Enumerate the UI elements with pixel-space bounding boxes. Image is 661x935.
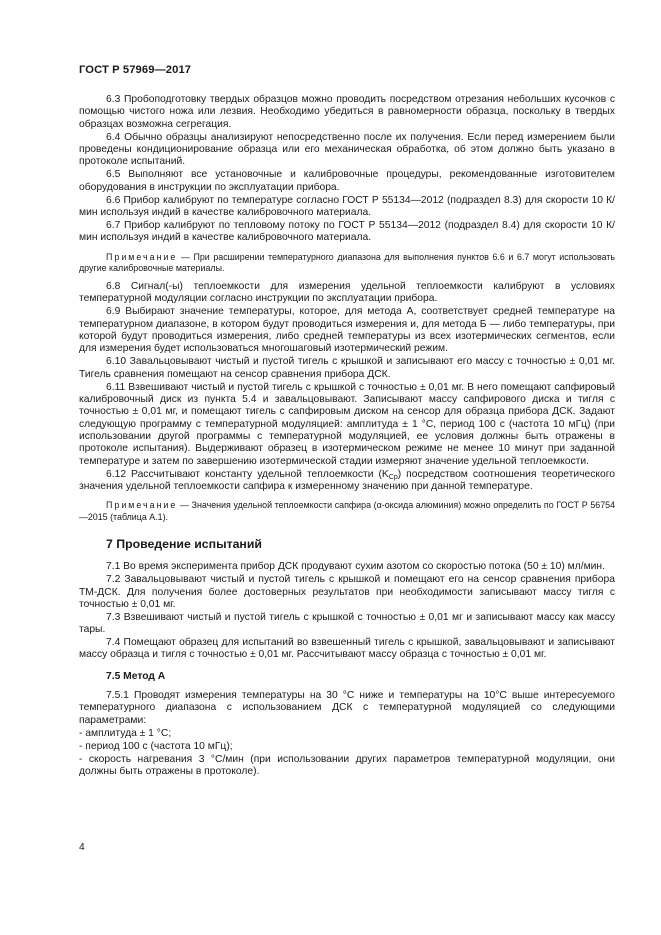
note-calibration-materials [79,252,615,275]
paragraph-7-1: 7.1 Во время эксперимента прибор ДСК продувают сухим азотом со скоростью потока (50 ± 10) мл/мин. [106,561,605,573]
list-item-amplitude: - амплитуда ± 1 °С; [79,727,172,739]
paragraph-6-4: 6.4 Обычно образцы анализируют непосредственно после их получения. Если перед измерением были проведены кондиционирование образца или его механическая обработка, об этом должно быть указано в протоколе испытаний. [79,131,615,168]
note-label: Примечание [106,500,178,511]
note-sapphire-heat-capacity [79,500,615,523]
paragraph-6-8: 6.8 Сигнал(-ы) теплоемкости для измерения удельной теплоемкости калибруют в условиях температурной модуляции согласно инструкции по эксплуатации прибора. [79,281,615,305]
paragraph-6-12: 6.12 Рассчитывают константу удельной теплоемкости $(K_{Cp})$ посредством соотношения теоретического значения удельной теплоемкости сапфира к измеренному значению при данной температуре. [79,468,615,492]
paragraph-6-9: 6.9 Выбирают значение температуры, которое, для метода А, соответствует средней температуре на температурном диапазоне, в котором будут проводиться измерения и, для метода Б — либо температуры, при которой будут проводиться измерения, либо средней температуры из всех изотермических сегментов, если для измерения будет использоваться многошаговый изотермический режим. [79,306,615,355]
list-item-period: - период 100 с (частота 10 мГц); [79,740,233,752]
section-7-heading: 7 Проведение испытаний [106,536,262,551]
paragraph-6-11: 6.11 Взвешивают чистый и пустой тигель с крышкой с точностью ± 0,01 мг. В него помещают сапфировый калибровочный диск из пункта 5.4 и завальцовывают. Записывают массу сапфирового диска и тигля с точностью ± 0,01 мг, и помещают тигель с сапфировым диском на сенсор для образца прибора ДСК. Задают следующую программу с температурной модуляцией: амплитуда ± 1 °С, период 100 с (частота 10 мГц) (при использовании другой программы с температурной модуляцией, ее условия должны быть отражены в протоколе испытания). Выдерживают образец в изотермическом режиме не менее 10 минут при заданной температуре и затем по завершению изотермической стадии измеряют значение удельной теплоемкости. [79,381,615,467]
paragraph-6-6: 6.6 Прибор калибруют по температуре согласно ГОСТ Р 55134—2012 (подраздел 8.3) для скорости 10 К/мин используя индий в качестве калибровочного материала. [79,194,615,218]
paragraph-6-3: 6.3 Пробоподготовку твердых образцов можно проводить посредством отрезания небольших кусочков с помощью чистого ножа или лезвия. Необходимо убедиться в равномерности образца, поскольку в твердых образцах возможна сегрегация. [79,94,615,130]
page-header-doc-id: ГОСТ Р 57969—2017 [79,64,192,76]
kcp-subscript: Cp [388,473,398,481]
paragraph-7-2: 7.2 Завальцовывают чистый и пустой тигель с крышкой и помещают его на сенсор сравнения прибора ТМ-ДСК. Для получения более достоверных результатов при необходимости записывают массу тигля с точностью ± 0,01 мг. [79,574,615,610]
note-text: — При расширении температурного диапазона для выполнения пунктов 6.6 и 6.7 могут использовать другие калибровочные материалы. [79,251,615,273]
note-label: Примечание [106,251,178,262]
paragraph-6-5: 6.5 Выполняют все установочные и калибровочные процедуры, рекомендованные изготовителем оборудования в инструкции по эксплуатации прибора. [79,169,615,193]
list-item-heating-rate: - скорость нагревания 3 °С/мин (при использовании других параметров температурной модуляции, они должны быть отражены в протоколе). [79,753,615,777]
page-number: 4 [79,842,85,853]
section-7-5-heading: 7.5 Метод А [106,670,166,682]
paragraph-7-5-1: 7.5.1 Проводят измерения температуры на 30 °С ниже и температуры на 10°С выше интересуемого температурного диапазона с использованием ДСК с температурной модуляцией со следующими параметрами: [79,690,615,726]
page-body [79,94,615,778]
paragraph-6-7: 6.7 Прибор калибруют по тепловому потоку по ГОСТ Р 55134—2012 (подраздел 8.4) для скорости 10 К/мин используя индий в качестве калибровочного материала. [79,219,615,244]
note-text: — Значения удельной теплоемкости сапфира (α-оксида алюминия) можно определить по ГОСТ Р 56754—2015 (таблица А.1). [79,500,616,522]
paragraph-7-4: 7.4 Помещают образец для испытаний во взвешенный тигель с крышкой, завальцовывают и записывают массу образца и тигля с точностью ± 0,01 мг. Рассчитывают массу образца с точностью ± 0,01 мг. [79,637,615,661]
paragraph-7-3: 7.3 Взвешивают чистый и пустой тигель с крышкой с точностью ± 0,01 мг и записывают массу как массу тары. [79,611,615,636]
paragraph-6-10: 6.10 Завальцовывают чистый и пустой тигель с крышкой и записывают его массу с точностью ± 0,01 мг. Тигель сравнения помещают на сенсор сравнения прибора ДСК. [79,356,615,380]
